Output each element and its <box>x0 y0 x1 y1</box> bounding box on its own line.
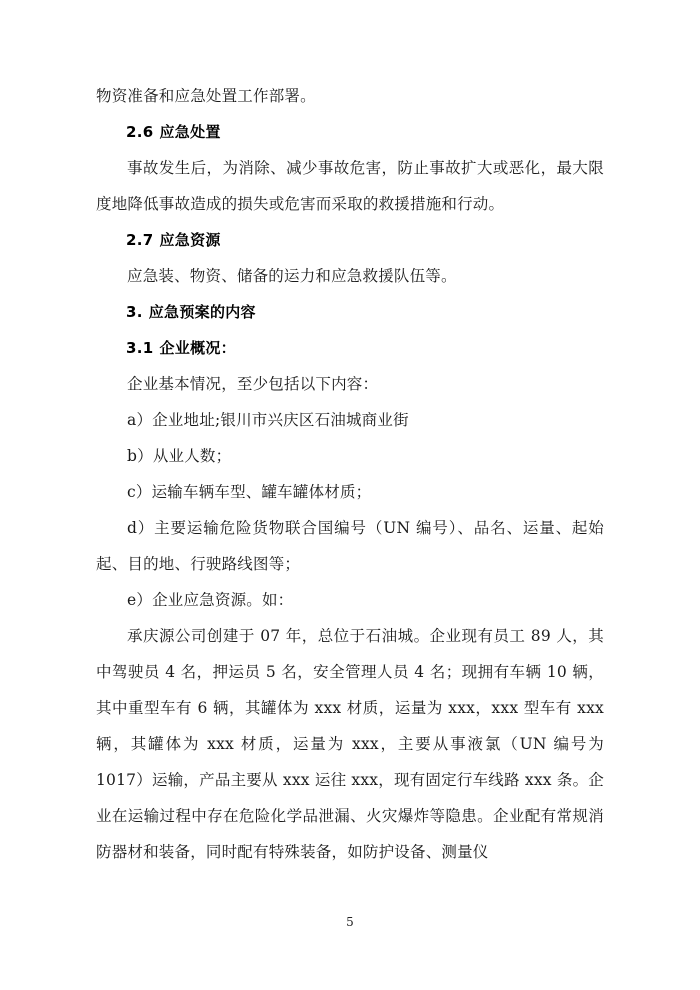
heading-number: 3.1 <box>126 339 154 357</box>
section-heading-3 <box>96 294 604 330</box>
heading-text: 应急资源 <box>159 231 221 249</box>
heading-text: 应急预案的内容 <box>148 303 256 321</box>
section-heading-2-7 <box>96 222 604 258</box>
list-item-c: c）运输车辆车型、罐车罐体材质； <box>127 483 372 501</box>
page-content <box>96 78 604 870</box>
heading-text: 企业概况： <box>159 339 236 357</box>
heading-number: 2.7 <box>126 231 154 249</box>
section-heading-3-1 <box>96 330 604 366</box>
page-number: 5 <box>346 915 354 929</box>
paragraph: 物资准备和应急处置工作部署。 <box>96 87 316 105</box>
list-item-d: d）主要运输危险货物联合国编号（UN 编号）、品名、运量、起始起、目的地、行驶路线图等； <box>96 519 604 573</box>
paragraph: 应急装、物资、储备的运力和应急救援队伍等。 <box>127 267 457 285</box>
heading-number: 3. <box>126 303 143 321</box>
paragraph: 承庆源公司创建于 07 年，总位于石油城。企业现有员工 89 人，其中驾驶员 4 名，押运员 5 名，安全管理人员 4 名；现拥有车辆 10 辆，其中重型车有 6 辆，其罐体为 xxx 材质，运量为 xxx，xxx 型车有 xxx 辆，其罐体为 xxx 材质，运量为 xxx，主要从事液氯（UN 编号为 1017）运输，产品主要从 xxx 运往 xxx，现有固定行车线路 xxx 条。企业在运输过程中存在危险化学品泄漏、火灾爆炸等隐患。企业配有常规消防器材和装备，同时配有特殊装备，如防护设备、测量仪 <box>96 627 604 861</box>
list-item-b: b）从业人数； <box>127 447 232 465</box>
list-item-e: e）企业应急资源。如： <box>127 591 294 609</box>
paragraph: 事故发生后，为消除、减少事故危害，防止事故扩大或恶化，最大限度地降低事故造成的损失或危害而采取的救援措施和行动。 <box>96 159 604 213</box>
paragraph: 企业基本情况，至少包括以下内容： <box>127 375 379 393</box>
section-heading-2-6 <box>96 114 604 150</box>
heading-number: 2.6 <box>126 123 154 141</box>
heading-text: 应急处置 <box>159 123 221 141</box>
list-item-a: a）企业地址;银川市兴庆区石油城商业街 <box>127 411 409 429</box>
